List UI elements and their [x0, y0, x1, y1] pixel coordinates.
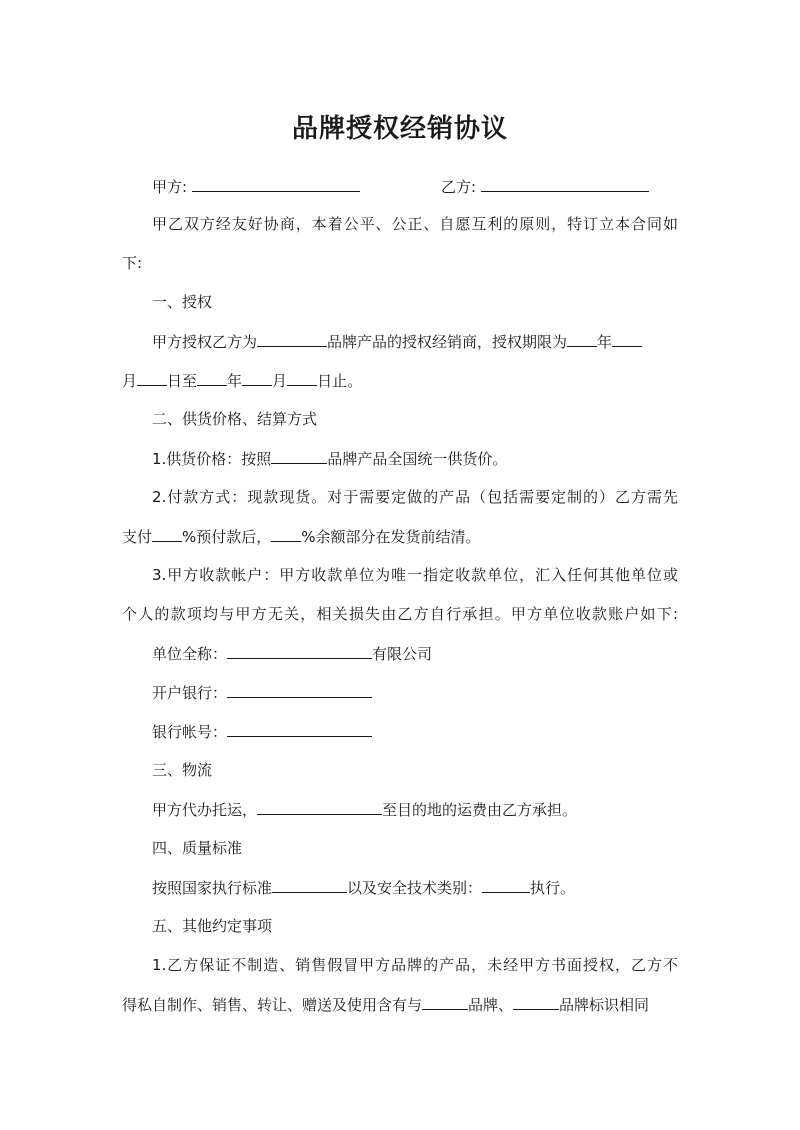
text: 品牌标识相同 — [559, 996, 650, 1014]
text: %余额部分在发货前结清。 — [301, 528, 481, 546]
section-2-item-3-line-2: 个人的款项均与甲方无关，相关损失由乙方自行承担。甲方单位收款账户如下: — [122, 605, 678, 623]
brand-logo-field[interactable] — [513, 994, 559, 1010]
text: 甲方代办托运， — [152, 801, 258, 819]
section-5-item-1-line-1: 1.乙方保证不制造、销售假冒甲方品牌的产品，未经甲方书面授权，乙方不 — [152, 956, 678, 974]
text: 有限公司 — [372, 645, 433, 663]
party-a-field[interactable] — [192, 176, 360, 192]
section-1-para-line-2 — [122, 370, 678, 391]
text: 品牌产品全国统一供货价。 — [327, 450, 508, 468]
end-month-field[interactable] — [242, 370, 272, 386]
party-b-label: 乙方: — [441, 178, 477, 196]
brand-name-field[interactable] — [422, 994, 468, 1010]
standard-field[interactable] — [272, 877, 347, 893]
section-1-para-line-1 — [152, 331, 678, 352]
brand-field[interactable] — [257, 331, 327, 347]
section-3-para — [152, 799, 678, 820]
end-year-field[interactable] — [197, 370, 227, 386]
account-name-row — [152, 643, 678, 664]
start-month-field[interactable] — [612, 331, 642, 347]
text: 日至 — [167, 372, 198, 390]
text: 执行。 — [530, 879, 576, 897]
account-number-field[interactable] — [227, 721, 372, 737]
section-2-item-3-line-1: 3.甲方收款帐户：甲方收款单位为唯一指定收款单位，汇入任何其他单位或 — [152, 566, 678, 584]
section-3-heading: 三、物流 — [152, 761, 213, 779]
section-4-heading: 四、质量标准 — [152, 839, 243, 857]
section-5-heading: 五、其他约定事项 — [152, 917, 273, 935]
intro-line-1: 甲乙双方经友好协商，本着公平、公正、自愿互利的原则，特订立本合同如 — [152, 215, 678, 233]
account-name-field[interactable] — [227, 643, 372, 659]
bank-field[interactable] — [227, 682, 372, 698]
text: 月 — [272, 372, 288, 390]
text: 1.供货价格：按照 — [152, 450, 272, 468]
text: 品牌产品的授权经销商，授权期限为 — [327, 333, 568, 351]
party-b-group — [441, 176, 649, 197]
document-title: 品牌授权经销协议 — [291, 114, 508, 144]
text: 按照国家执行标准 — [152, 879, 273, 897]
safety-category-field[interactable] — [482, 877, 530, 893]
text: 以及安全技术类别： — [347, 879, 483, 897]
text: 品牌、 — [468, 996, 514, 1014]
section-2-heading: 二、供货价格、结算方式 — [152, 410, 318, 428]
text: 年 — [597, 333, 613, 351]
section-1-heading: 一、授权 — [152, 293, 213, 311]
prepay-percent-field[interactable] — [152, 526, 182, 542]
text: %预付款后， — [182, 528, 272, 546]
start-year-field[interactable] — [567, 331, 597, 347]
supply-brand-field[interactable] — [271, 448, 327, 464]
party-b-field[interactable] — [481, 176, 649, 192]
section-5-item-1-line-2 — [122, 994, 678, 1015]
end-day-field[interactable] — [287, 370, 317, 386]
start-day-field[interactable] — [137, 370, 167, 386]
intro-line-2: 下: — [122, 254, 143, 272]
text: 年 — [227, 372, 243, 390]
section-2-item-2-line-1: 2.付款方式：现款现货。对于需要定做的产品（包括需要定制的）乙方需先 — [152, 488, 678, 506]
parties-row — [152, 176, 678, 197]
text: 月 — [122, 372, 138, 390]
bank-row — [152, 682, 678, 703]
bank-label: 开户银行： — [152, 684, 228, 702]
text: 至目的地的运费由乙方承担。 — [382, 801, 578, 819]
shipping-field[interactable] — [257, 799, 382, 815]
account-name-label: 单位全称： — [152, 645, 228, 663]
text: 甲方授权乙方为 — [152, 333, 258, 351]
section-4-para — [152, 877, 678, 898]
account-number-label: 银行帐号： — [152, 723, 228, 741]
text: 日止。 — [317, 372, 363, 390]
text: 得私自制作、销售、转让、赠送及使用含有与 — [122, 996, 423, 1014]
text: 支付 — [122, 528, 153, 546]
section-2-item-2-line-2 — [122, 526, 678, 547]
account-number-row — [152, 721, 678, 742]
balance-percent-field[interactable] — [271, 526, 301, 542]
party-a-label: 甲方: — [152, 178, 188, 196]
section-2-item-1 — [152, 448, 678, 469]
